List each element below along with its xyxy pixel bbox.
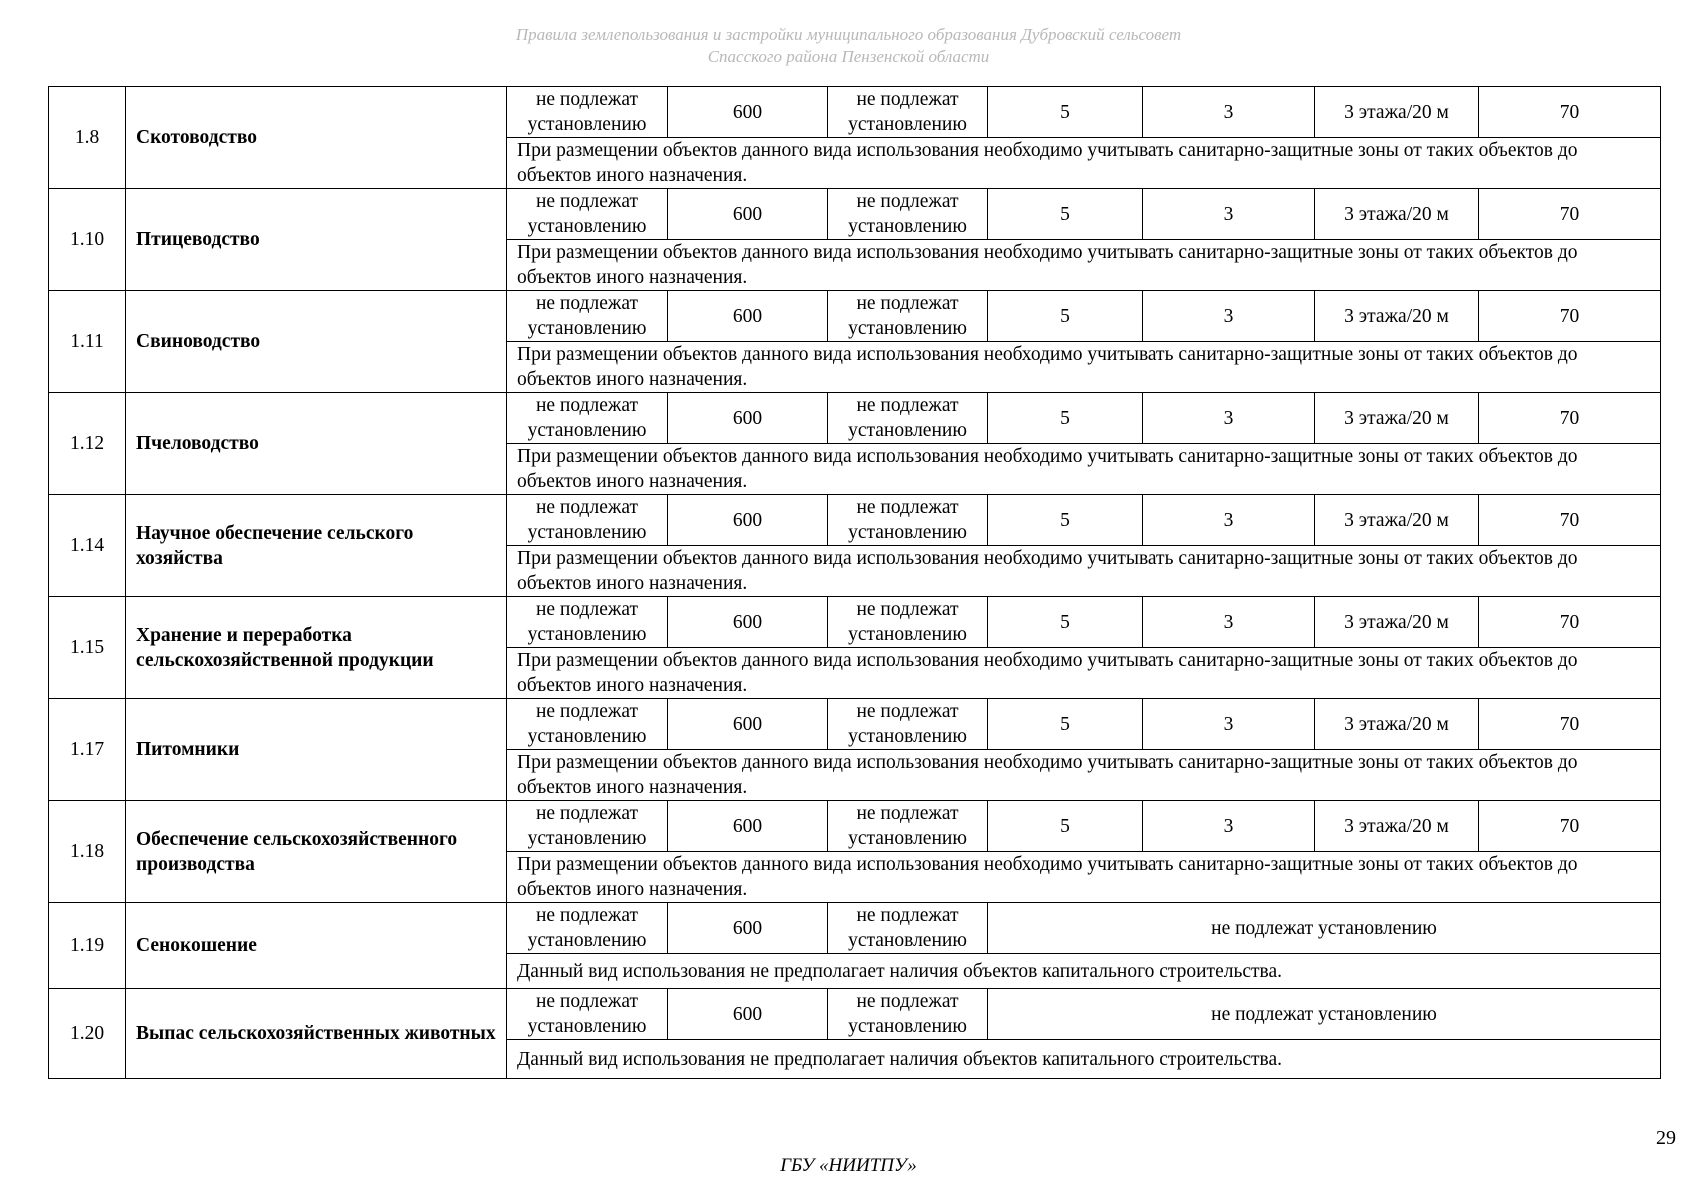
min-area-cell: не подлежат установлению bbox=[507, 989, 668, 1040]
row-note: При размещении объектов данного вида использования необходимо учитывать санитарно-защитные зоны от таких объектов до объектов иного назначения. bbox=[507, 546, 1661, 597]
row-number: 1.19 bbox=[49, 903, 126, 989]
row-note: При размещении объектов данного вида использования необходимо учитывать санитарно-защитные зоны от таких объектов до объектов иного назначения. bbox=[507, 138, 1661, 189]
row-note: При размещении объектов данного вида использования необходимо учитывать санитарно-защитные зоны от таких объектов до объектов иного назначения. bbox=[507, 852, 1661, 903]
min-setback-cell: не подлежат установлению bbox=[828, 393, 988, 444]
setback-front-cell: 5 bbox=[988, 801, 1143, 852]
max-height-cell: 3 этажа/20 м bbox=[1315, 495, 1479, 546]
max-coverage-cell: 70 bbox=[1479, 495, 1661, 546]
use-type-name: Пчеловодство bbox=[126, 393, 507, 495]
max-area-cell: 600 bbox=[668, 393, 828, 444]
setback-front-cell: 5 bbox=[988, 597, 1143, 648]
min-area-cell: не подлежат установлению bbox=[507, 87, 668, 138]
setback-front-cell: 5 bbox=[988, 291, 1143, 342]
setback-side-cell: 3 bbox=[1143, 393, 1315, 444]
row-number: 1.8 bbox=[49, 87, 126, 189]
table-row bbox=[49, 597, 1661, 648]
use-type-name: Птицеводство bbox=[126, 189, 507, 291]
merged-params-cell: не подлежат установлению bbox=[988, 903, 1661, 954]
min-setback-cell: не подлежат установлению bbox=[828, 291, 988, 342]
max-area-cell: 600 bbox=[668, 87, 828, 138]
row-number: 1.14 bbox=[49, 495, 126, 597]
table-row bbox=[49, 903, 1661, 954]
min-setback-cell: не подлежат установлению bbox=[828, 597, 988, 648]
max-coverage-cell: 70 bbox=[1479, 291, 1661, 342]
max-height-cell: 3 этажа/20 м bbox=[1315, 801, 1479, 852]
setback-side-cell: 3 bbox=[1143, 699, 1315, 750]
min-area-cell: не подлежат установлению bbox=[507, 801, 668, 852]
min-setback-cell: не подлежат установлению bbox=[828, 903, 988, 954]
table-row bbox=[49, 495, 1661, 546]
use-type-name: Научное обеспечение сельского хозяйства bbox=[126, 495, 507, 597]
header-line-2: Спасского района Пензенской области bbox=[707, 47, 990, 66]
setback-side-cell: 3 bbox=[1143, 597, 1315, 648]
use-type-name: Хранение и переработка сельскохозяйственной продукции bbox=[126, 597, 507, 699]
use-type-name: Выпас сельскохозяйственных животных bbox=[126, 989, 507, 1079]
table-row bbox=[49, 699, 1661, 750]
row-note: При размещении объектов данного вида использования необходимо учитывать санитарно-защитные зоны от таких объектов до объектов иного назначения. bbox=[507, 750, 1661, 801]
use-type-name: Сенокошение bbox=[126, 903, 507, 989]
table-row bbox=[49, 801, 1661, 852]
setback-side-cell: 3 bbox=[1143, 189, 1315, 240]
row-number: 1.12 bbox=[49, 393, 126, 495]
max-area-cell: 600 bbox=[668, 801, 828, 852]
min-area-cell: не подлежат установлению bbox=[507, 903, 668, 954]
table-row bbox=[49, 87, 1661, 138]
max-height-cell: 3 этажа/20 м bbox=[1315, 597, 1479, 648]
max-height-cell: 3 этажа/20 м bbox=[1315, 393, 1479, 444]
min-area-cell: не подлежат установлению bbox=[507, 597, 668, 648]
max-height-cell: 3 этажа/20 м bbox=[1315, 291, 1479, 342]
use-type-name: Свиноводство bbox=[126, 291, 507, 393]
max-area-cell: 600 bbox=[668, 989, 828, 1040]
max-coverage-cell: 70 bbox=[1479, 801, 1661, 852]
use-type-name: Обеспечение сельскохозяйственного производства bbox=[126, 801, 507, 903]
setback-side-cell: 3 bbox=[1143, 87, 1315, 138]
max-area-cell: 600 bbox=[668, 597, 828, 648]
setback-side-cell: 3 bbox=[1143, 801, 1315, 852]
land-use-table bbox=[48, 86, 1661, 1079]
min-setback-cell: не подлежат установлению bbox=[828, 87, 988, 138]
row-note: При размещении объектов данного вида использования необходимо учитывать санитарно-защитные зоны от таких объектов до объектов иного назначения. bbox=[507, 444, 1661, 495]
max-area-cell: 600 bbox=[668, 699, 828, 750]
page-number: 29 bbox=[1656, 1127, 1676, 1149]
page-header bbox=[0, 24, 1697, 68]
setback-side-cell: 3 bbox=[1143, 495, 1315, 546]
table-row bbox=[49, 189, 1661, 240]
min-setback-cell: не подлежат установлению bbox=[828, 699, 988, 750]
max-coverage-cell: 70 bbox=[1479, 189, 1661, 240]
max-height-cell: 3 этажа/20 м bbox=[1315, 87, 1479, 138]
setback-front-cell: 5 bbox=[988, 87, 1143, 138]
max-height-cell: 3 этажа/20 м bbox=[1315, 189, 1479, 240]
max-coverage-cell: 70 bbox=[1479, 699, 1661, 750]
row-note: Данный вид использования не предполагает наличия объектов капитального строительства. bbox=[507, 954, 1661, 989]
table-row bbox=[49, 291, 1661, 342]
header-line-1: Правила землепользования и застройки муниципального образования Дубровский сельсовет bbox=[515, 25, 1182, 44]
min-area-cell: не подлежат установлению bbox=[507, 189, 668, 240]
row-note: При размещении объектов данного вида использования необходимо учитывать санитарно-защитные зоны от таких объектов до объектов иного назначения. bbox=[507, 342, 1661, 393]
max-coverage-cell: 70 bbox=[1479, 87, 1661, 138]
table-row bbox=[49, 989, 1661, 1040]
max-area-cell: 600 bbox=[668, 903, 828, 954]
page-footer: ГБУ «НИИТПУ» bbox=[780, 1155, 917, 1176]
setback-front-cell: 5 bbox=[988, 495, 1143, 546]
max-area-cell: 600 bbox=[668, 291, 828, 342]
row-number: 1.10 bbox=[49, 189, 126, 291]
min-setback-cell: не подлежат установлению bbox=[828, 989, 988, 1040]
setback-side-cell: 3 bbox=[1143, 291, 1315, 342]
min-area-cell: не подлежат установлению bbox=[507, 495, 668, 546]
merged-params-cell: не подлежат установлению bbox=[988, 989, 1661, 1040]
max-coverage-cell: 70 bbox=[1479, 393, 1661, 444]
row-note: Данный вид использования не предполагает наличия объектов капитального строительства. bbox=[507, 1040, 1661, 1079]
min-setback-cell: не подлежат установлению bbox=[828, 189, 988, 240]
row-number: 1.18 bbox=[49, 801, 126, 903]
row-number: 1.11 bbox=[49, 291, 126, 393]
table-row bbox=[49, 393, 1661, 444]
row-number: 1.15 bbox=[49, 597, 126, 699]
min-setback-cell: не подлежат установлению bbox=[828, 495, 988, 546]
max-coverage-cell: 70 bbox=[1479, 597, 1661, 648]
min-area-cell: не подлежат установлению bbox=[507, 291, 668, 342]
setback-front-cell: 5 bbox=[988, 393, 1143, 444]
row-note: При размещении объектов данного вида использования необходимо учитывать санитарно-защитные зоны от таких объектов до объектов иного назначения. bbox=[507, 240, 1661, 291]
max-area-cell: 600 bbox=[668, 495, 828, 546]
use-type-name: Питомники bbox=[126, 699, 507, 801]
row-note: При размещении объектов данного вида использования необходимо учитывать санитарно-защитные зоны от таких объектов до объектов иного назначения. bbox=[507, 648, 1661, 699]
min-setback-cell: не подлежат установлению bbox=[828, 801, 988, 852]
setback-front-cell: 5 bbox=[988, 699, 1143, 750]
min-area-cell: не подлежат установлению bbox=[507, 699, 668, 750]
row-number: 1.17 bbox=[49, 699, 126, 801]
setback-front-cell: 5 bbox=[988, 189, 1143, 240]
row-number: 1.20 bbox=[49, 989, 126, 1079]
use-type-name: Скотоводство bbox=[126, 87, 507, 189]
max-height-cell: 3 этажа/20 м bbox=[1315, 699, 1479, 750]
min-area-cell: не подлежат установлению bbox=[507, 393, 668, 444]
max-area-cell: 600 bbox=[668, 189, 828, 240]
